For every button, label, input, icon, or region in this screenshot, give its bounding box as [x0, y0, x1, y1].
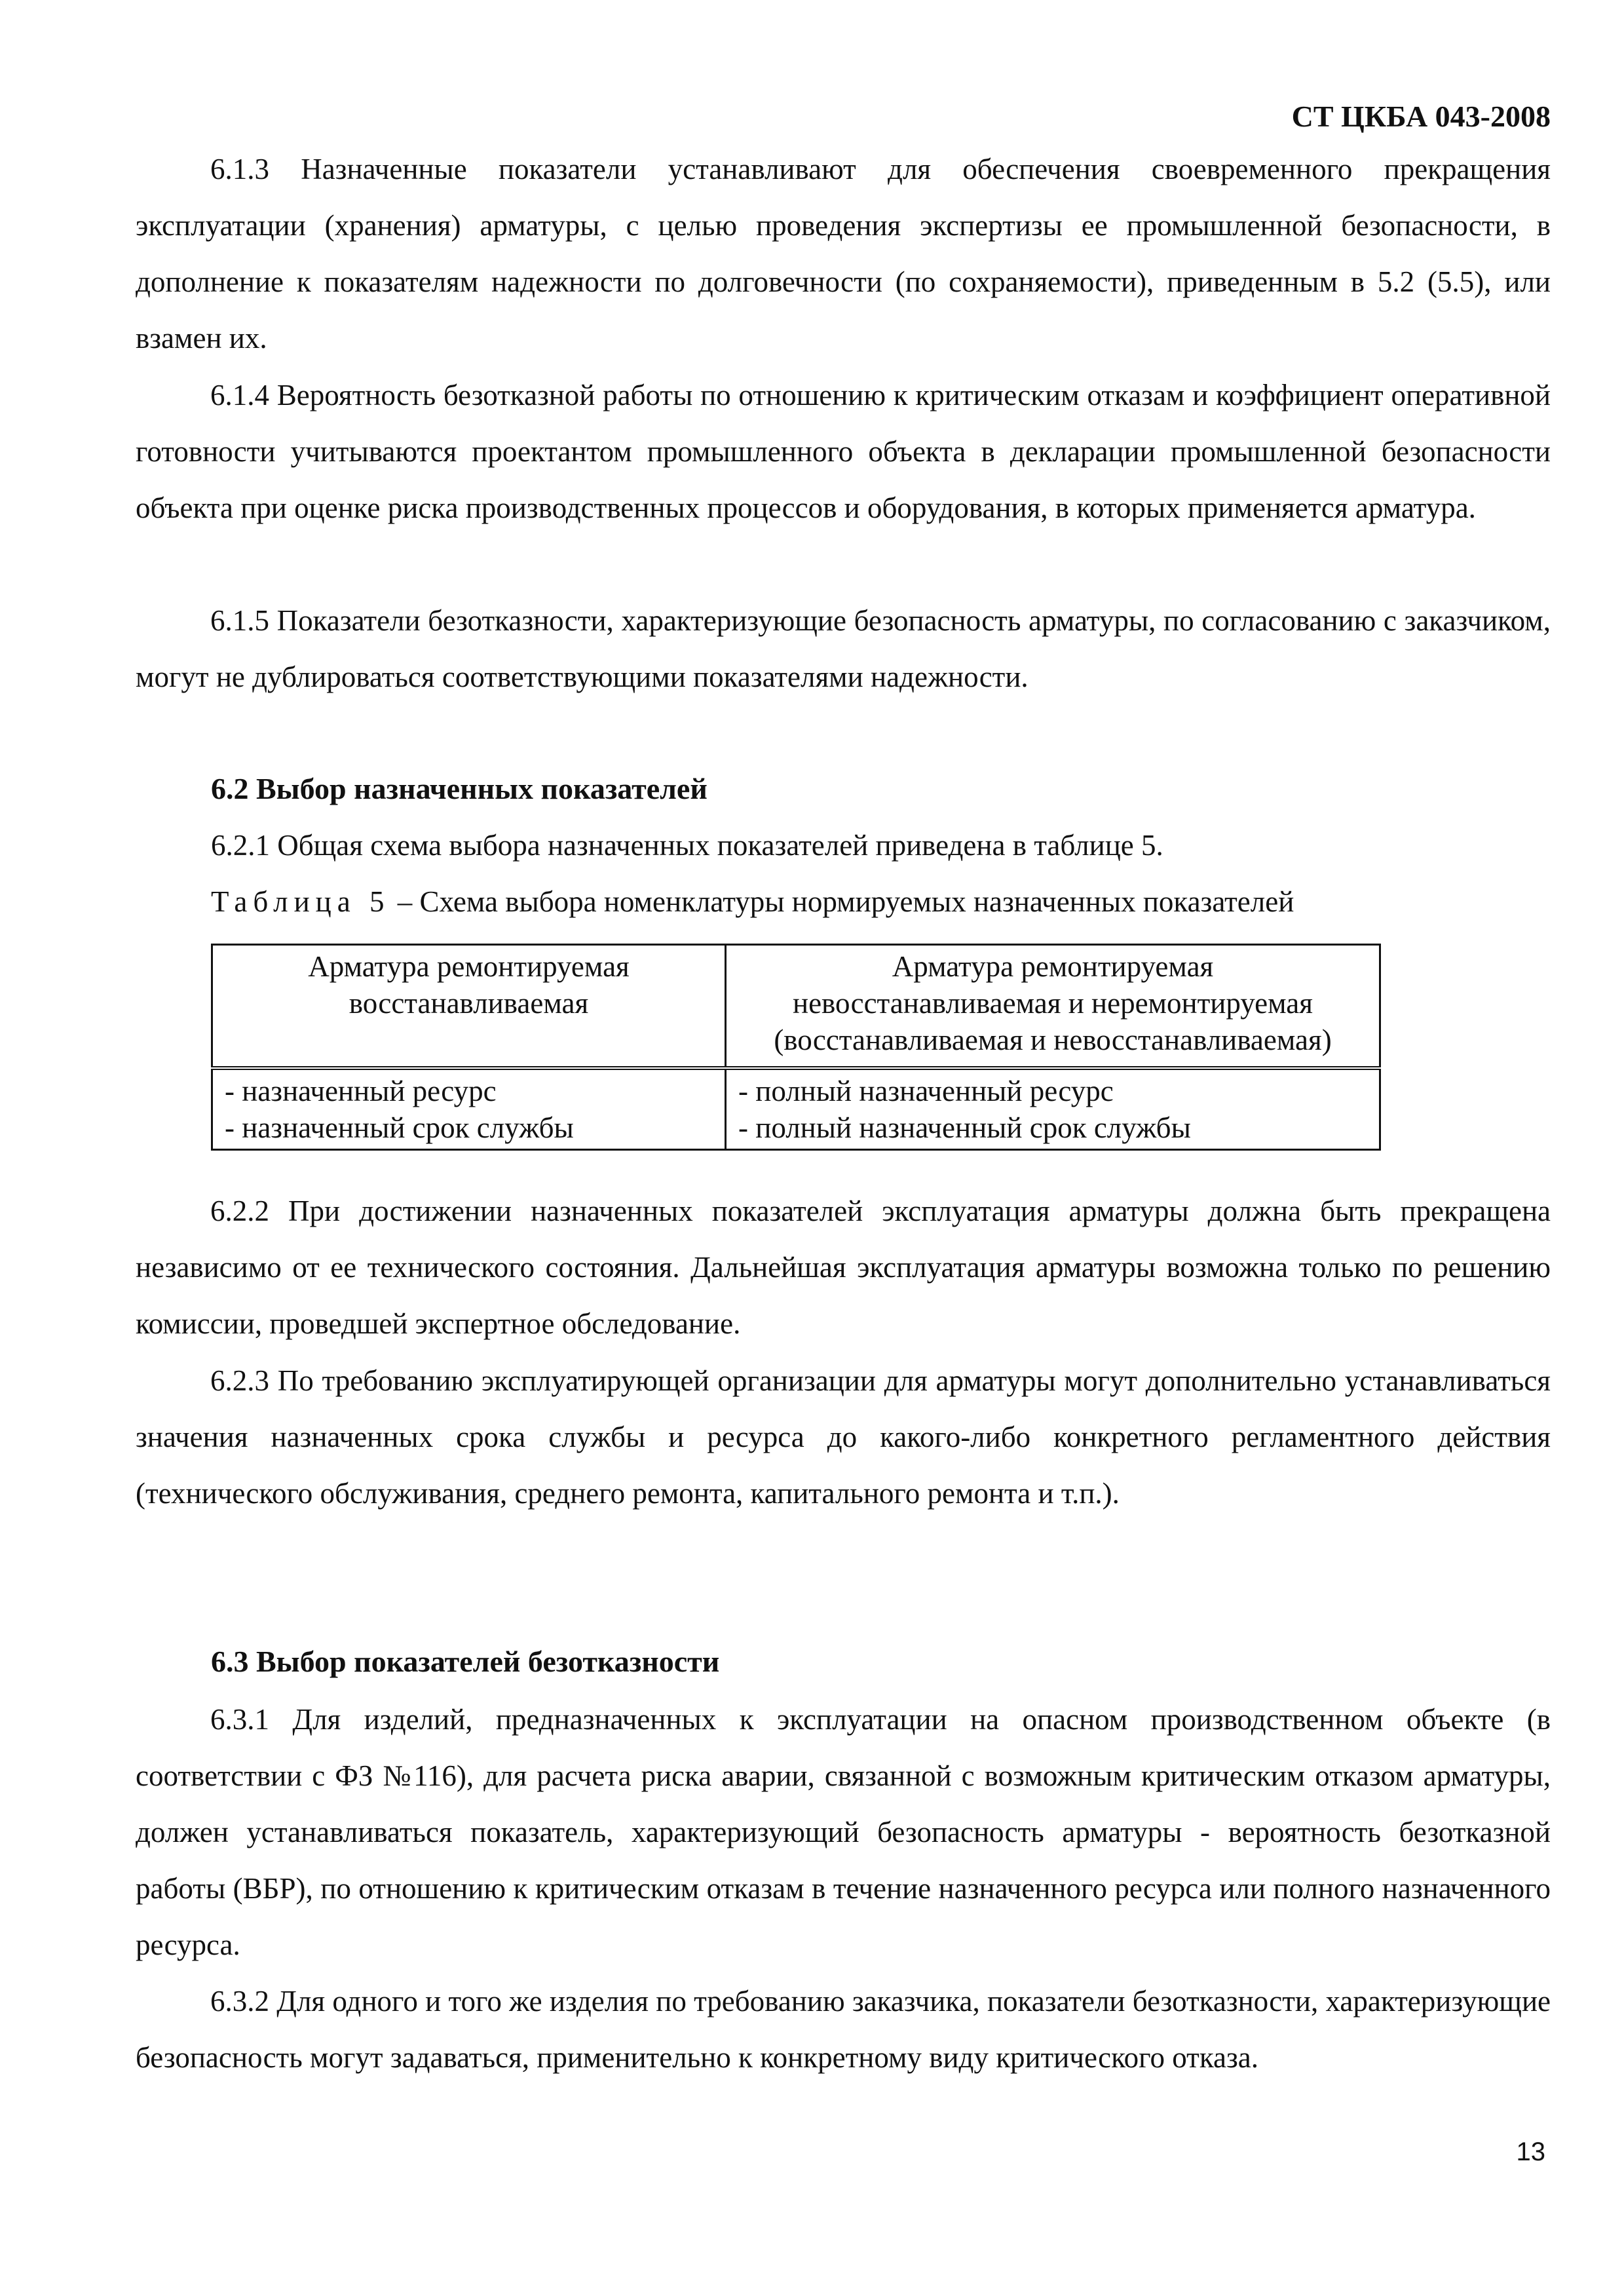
- paragraph-6-3-1: 6.3.1 Для изделий, предназначенных к эксплуатации на опасном производственном объекте (в соответствии с ФЗ №116), для расчета риска аварии, связанной с возможным критическим отказом арматуры, должен устанавливаться показатель, характеризующий безопасность арматуры - вероятность безотказной работы (ВБР), по отношению к критическим отказам в течение назначенного ресурса или полного назначенного ресурса.: [136, 1703, 1551, 1961]
- header-line: Арматура ремонтируемая: [892, 950, 1214, 983]
- header-line: восстанавливаемая: [349, 987, 589, 1020]
- header-line: (восстанавливаемая и невосстанавливаемая): [774, 1024, 1332, 1056]
- table-caption-label: Таблица 5: [211, 885, 390, 918]
- table-row: [212, 1068, 1380, 1150]
- cell-line: - полный назначенный срок службы: [738, 1111, 1191, 1144]
- page-number: 13: [1516, 2137, 1545, 2166]
- table-caption: [211, 883, 1294, 920]
- section-heading-6-2: 6.2 Выбор назначенных показателей: [211, 772, 708, 805]
- paragraph-6-2-3: 6.2.3 По требованию эксплуатирующей организации для арматуры могут дополнительно устанавливаться значения назначенных срока службы и ресурса до какого-либо конкретного регламентного действия (технического обслуживания, среднего ремонта, капитального ремонта и т.п.).: [136, 1364, 1551, 1510]
- table-cell-right: [726, 1068, 1380, 1150]
- paragraph-6-3-2: 6.3.2 Для одного и того же изделия по требованию заказчика, показатели безотказности, характеризующие безопасность могут задаваться, применительно к конкретному виду критического отказа.: [136, 1985, 1551, 2074]
- table-5: [211, 944, 1381, 1151]
- table-caption-text: – Схема выбора номенклатуры нормируемых назначенных показателей: [390, 885, 1294, 918]
- table-header-row: [212, 945, 1380, 1069]
- paragraph-6-1-3: 6.1.3 Назначенные показатели устанавливают для обеспечения своевременного прекращения эксплуатации (хранения) арматуры, с целью проведения экспертизы ее промышленной безопасности, в дополнение к показателям надежности по долговечности (по сохраняемости), приведенным в 5.2 (5.5), или взамен их.: [136, 153, 1551, 354]
- section-heading-6-3: 6.3 Выбор показателей безотказности: [211, 1645, 720, 1678]
- cell-line: - назначенный ресурс: [225, 1075, 497, 1107]
- paragraph-6-2-2: 6.2.2 При достижении назначенных показателей эксплуатация арматуры должна быть прекращена независимо от ее технического состояния. Дальнейшая эксплуатация арматуры возможна только по решению комиссии, проведшей экспертное обследование.: [136, 1195, 1551, 1340]
- paragraph-6-2-1: 6.2.1 Общая схема выбора назначенных показателей приведена в таблице 5.: [211, 829, 1163, 862]
- cell-line: - назначенный срок службы: [225, 1111, 574, 1144]
- header-line: Арматура ремонтируемая: [308, 950, 630, 983]
- table-header-cell-non-restorable: [726, 945, 1380, 1069]
- paragraph-6-1-4: 6.1.4 Вероятность безотказной работы по отношению к критическим отказам и коэффициент оперативной готовности учитываются проектантом промышленного объекта в декларации промышленной безопасности объекта при оценке риска производственных процессов и оборудования, в которых применяется арматура.: [136, 379, 1551, 524]
- table-cell-left: [212, 1068, 726, 1150]
- header-line: невосстанавливаемая и неремонтируемая: [793, 987, 1313, 1020]
- paragraph-6-1-5: 6.1.5 Показатели безотказности, характеризующие безопасность арматуры, по согласованию с заказчиком, могут не дублироваться соответствующими показателями надежности.: [136, 604, 1551, 693]
- document-code: СТ ЦКБА 043-2008: [1291, 100, 1551, 133]
- table-header-cell-repairable-restorable: [212, 945, 726, 1069]
- cell-line: - полный назначенный ресурс: [738, 1075, 1114, 1107]
